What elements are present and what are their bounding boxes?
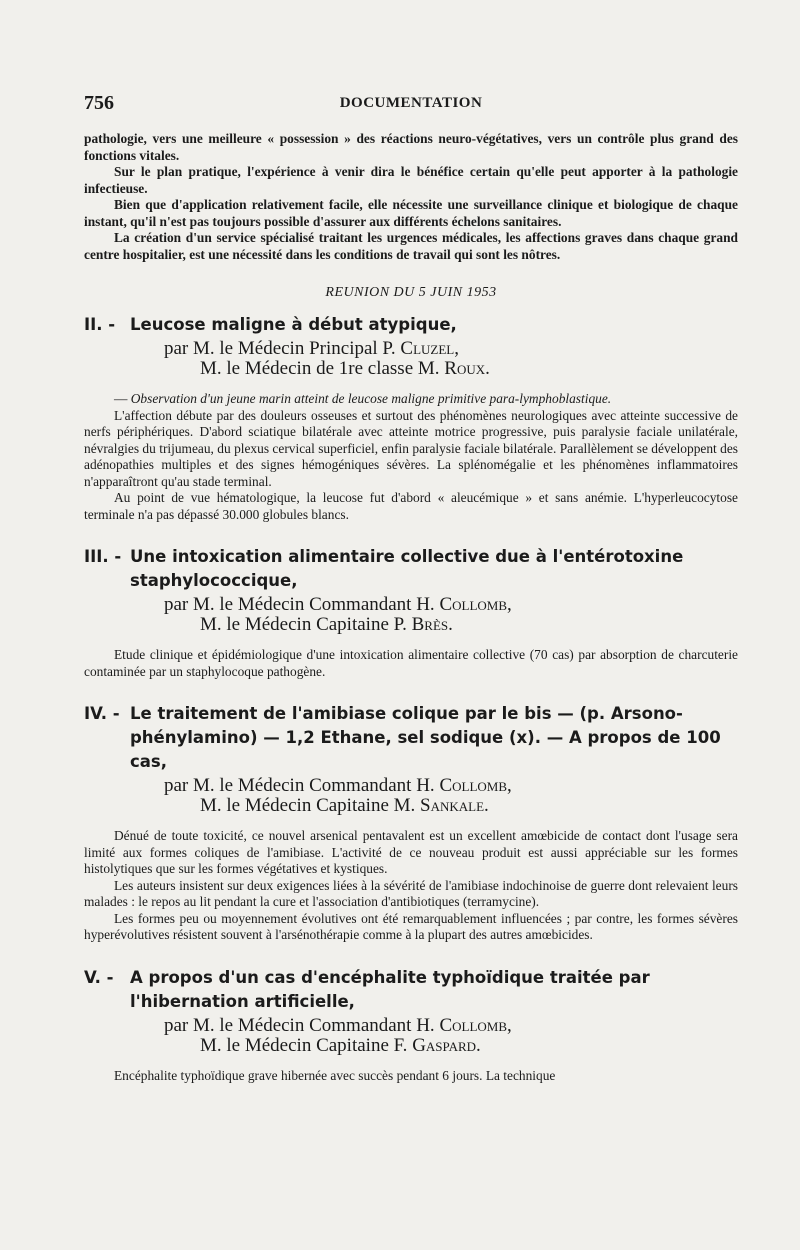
intro-paragraph: pathologie, vers une meilleure « possession » des réactions neuro-végétatives, vers un contrôle plus grand des fonctions vitales.: [84, 131, 738, 163]
author-prefix: M. le Médecin Capitaine M.: [200, 795, 421, 816]
section-title: [84, 966, 738, 1014]
body-paragraph: Au point de vue hématologique, la leucose fut d'abord « aleucémique » et sans anémie. L'hyperleucocytose terminale n'a pas dépassé 30.000 globules blancs.: [84, 490, 738, 522]
body-paragraph: Encéphalite typhoïdique grave hibernée avec succès pendant 6 jours. La technique: [114, 1067, 556, 1083]
body-paragraph: Etude clinique et épidémiologique d'une intoxication alimentaire collective (70 cas) par absorption de charcuterie contaminée par un staphylocoque pathogène.: [84, 647, 738, 679]
intro-paragraph: Bien que d'application relativement facile, elle nécessite une surveillance clinique et biologique de chaque instant, qu'il n'est pas toujours possible d'assurer aux différents échelons sanitaires.: [84, 197, 738, 229]
page-content: [84, 131, 738, 1084]
author-line: [84, 339, 738, 359]
section-title: [84, 702, 738, 774]
author-suffix: ,: [507, 594, 512, 615]
section-authors: [84, 776, 738, 816]
author-name: Collomb: [439, 1014, 507, 1036]
author-name: Collomb: [439, 594, 507, 615]
section-iii: [84, 545, 738, 680]
section-number: III. -: [84, 547, 122, 566]
lead-dash: —: [114, 391, 131, 406]
section-title-text: Le traitement de l'amibiase colique par le bis — (p. Arsono-phénylamino) — 1,2 Ethane, sel sodique (x). — A propos de 100 cas,: [130, 704, 721, 771]
author-prefix: M. le Médecin Capitaine F.: [200, 1034, 413, 1056]
section-authors: [84, 595, 738, 635]
section-title-text: Leucose maligne à début atypique,: [130, 315, 457, 334]
section-title-text: A propos d'un cas d'encéphalite typhoïdique traitée par l'hibernation artificielle,: [130, 967, 650, 1011]
author-prefix: M. le Médecin de 1re classe M.: [200, 358, 445, 379]
author-suffix: .: [448, 614, 453, 635]
meeting-heading: REUNION DU 5 JUIN 1953: [325, 285, 497, 300]
section-ii: [84, 313, 738, 523]
section-iv: [84, 702, 738, 944]
author-name: Sankale: [420, 795, 485, 816]
author-suffix: ,: [454, 338, 459, 359]
author-prefix: par M. le Médecin Commandant H.: [164, 594, 440, 615]
body-paragraph: Les formes peu ou moyennement évolutives ont été remarquablement influencées ; par contre, les formes sévères hyperévolutives résistent souvent à l'arsénothérapie comme à la plupart des autres amœbicides.: [84, 910, 738, 942]
body-paragraph: L'affection débute par des douleurs osseuses et surtout des phénomènes neurologiques avec atteinte successive de nerfs périphériques. D'abord sciatique bilatérale avec atteinte motrice progressive, puis paralysie faciale unilatérale, névralgies du trijumeau, du plexus cervical superficiel, enfin paralysie faciale bilatérale. Parallèlement se développent des adénopathies multiples et des signes hémogéniques sévères. La splénomégalie et les phénomènes inflammatoires n'apparaîtront qu'au stade terminal.: [84, 407, 738, 489]
section-number: IV. -: [84, 704, 120, 723]
author-line: [84, 1016, 738, 1036]
section-title-text: Une intoxication alimentaire collective due à l'entérotoxine staphylococcique,: [130, 547, 684, 590]
author-prefix: par M. le Médecin Principal P.: [164, 338, 401, 359]
page-header: [84, 92, 738, 116]
author-line: [84, 615, 738, 635]
author-name: Gaspard: [412, 1034, 477, 1056]
intro-paragraph: Sur le plan pratique, l'expérience à venir dira le bénéfice certain qu'elle peut apporter à la pathologie infectieuse.: [84, 164, 738, 196]
author-name: Collomb: [439, 775, 507, 796]
section-number: V. -: [84, 967, 114, 987]
author-suffix: .: [484, 795, 489, 816]
running-title: DOCUMENTATION: [339, 95, 483, 111]
author-name: Roux: [444, 358, 486, 379]
section-authors: [84, 339, 738, 379]
author-line: [84, 776, 738, 796]
section-v: [84, 966, 738, 1085]
body-paragraph: Les auteurs insistent sur deux exigences liées à la sévérité de l'amibiase indochinoise de guerre dont relevaient leurs malades : le repos au lit pendant la cure et l'association d'antibiotiques (terramycine).: [84, 877, 738, 909]
author-name: Brès: [411, 614, 449, 635]
author-line: [84, 359, 738, 379]
author-suffix: ,: [507, 1014, 512, 1036]
author-suffix: .: [485, 358, 490, 379]
author-suffix: .: [476, 1034, 481, 1056]
author-prefix: par M. le Médecin Commandant H.: [164, 775, 440, 796]
author-line: [84, 595, 738, 615]
section-title: [84, 545, 738, 593]
lead-italic: Observation d'un jeune marin atteint de leucose maligne primitive para-lymphoblastique.: [130, 391, 612, 406]
body-paragraph: Dénué de toute toxicité, ce nouvel arsenical pentavalent est un excellent amœbicide de contact dont l'usage sera limité aux formes coliques de l'amibiase. L'activité de ce nouveau produit est aussi appréciable sur les formes histolytiques que sur les formes végétatives et kystiques.: [84, 828, 738, 876]
page-number: 756: [84, 92, 114, 114]
author-suffix: ,: [507, 775, 512, 796]
author-line: [84, 796, 738, 816]
author-prefix: par M. le Médecin Commandant H.: [164, 1014, 440, 1036]
section-number: II. -: [84, 315, 116, 334]
author-line: [84, 1036, 738, 1056]
abstract-lead: [84, 391, 738, 408]
intro-paragraph: La création d'un service spécialisé traitant les urgences médicales, les affections graves dans chaque grand centre hospitalier, est une nécessité dans les conditions de travail qui sont les nôtres.: [84, 230, 738, 262]
author-name: Cluzel: [400, 338, 455, 359]
author-prefix: M. le Médecin Capitaine P.: [200, 614, 412, 635]
section-authors: [84, 1016, 738, 1056]
section-title: [84, 313, 738, 337]
